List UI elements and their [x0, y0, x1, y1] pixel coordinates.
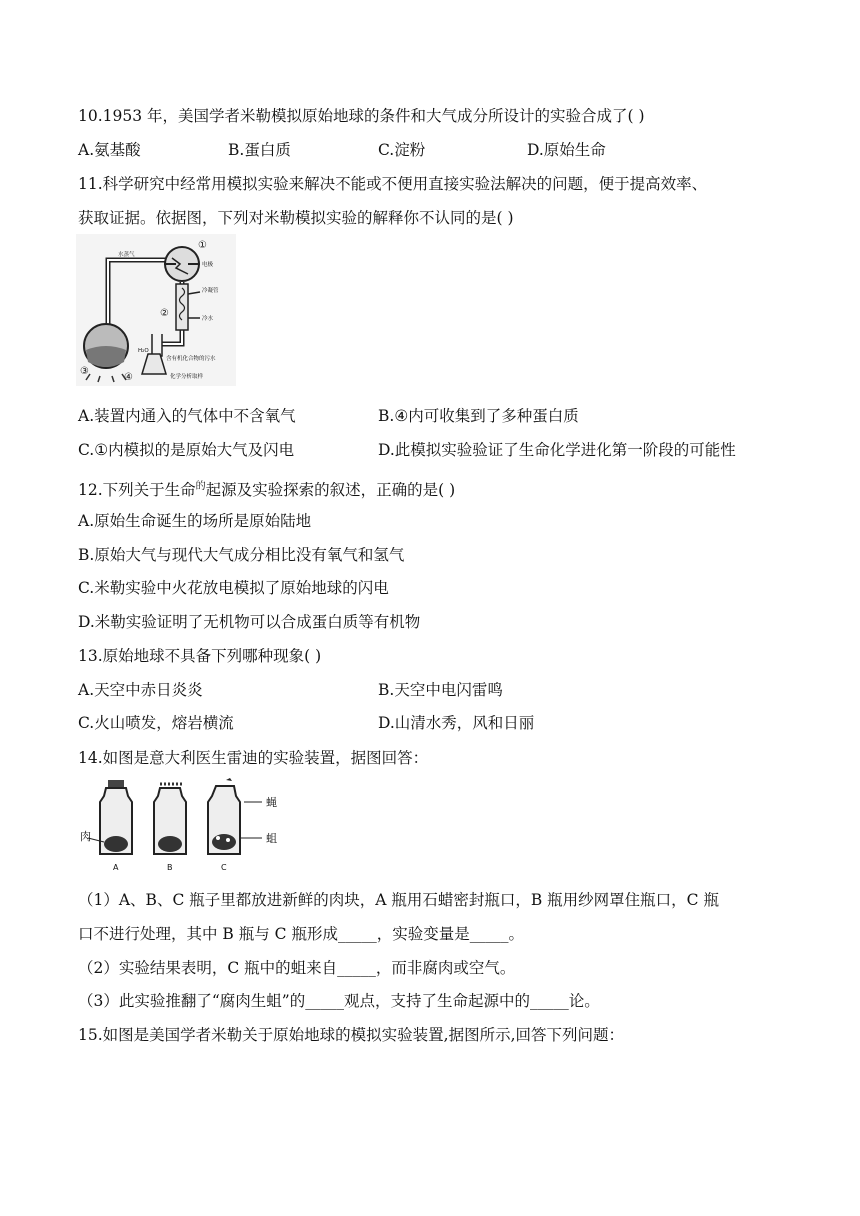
q11-option-a: A.装置内通入的气体中不含氧气: [78, 407, 296, 425]
fig-label-jar-a: A: [113, 863, 119, 872]
q14-part1-line2: 口不进行处理，其中 B 瓶与 C 瓶形成_____，实验变量是_____。: [78, 925, 524, 943]
q13-stem: 13.原始地球不具备下列哪种现象( ): [78, 647, 322, 665]
q12-option-d: D.米勒实验证明了无机物可以合成蛋白质等有机物: [78, 613, 421, 631]
q14-stem: 14.如图是意大利医生雷迪的实验装置，据图回答：: [78, 749, 429, 767]
fig-label-vapor: 水蒸气: [118, 252, 135, 258]
q10-option-d: D.原始生命: [527, 141, 606, 159]
q15-stem: 15.如图是美国学者米勒关于原始地球的模拟实验装置,据图所示,回答下列问题：: [78, 1026, 625, 1044]
fig-label-water: H₂O: [138, 348, 149, 354]
q13-option-b: B.天空中电闪雷鸣: [378, 681, 503, 699]
q12-stem-superscript: 的: [195, 481, 206, 492]
q11-stem-line2: 获取证据。依据图，下列对米勒模拟实验的解释你不认同的是( ): [78, 209, 514, 227]
q12-stem-part-b: 起源及实验探索的叙述，正确的是( ): [205, 481, 456, 499]
fig-label-jar-b: B: [167, 863, 173, 872]
q14-part2: （2）实验结果表明，C 瓶中的蛆来自_____，而非腐肉或空气。: [78, 959, 516, 977]
q12-option-b: B.原始大气与现代大气成分相比没有氧气和氢气: [78, 546, 405, 564]
fig-label-4: ④: [124, 372, 133, 383]
fig-label-pool: 含有机化合物的污水: [166, 356, 216, 362]
fig-label-maggot: 蛆: [266, 832, 277, 845]
q11-option-d: D.此模拟实验验证了生命化学进化第一阶段的可能性: [378, 441, 736, 459]
q12-stem-part-a: 12.下列关于生命: [78, 481, 196, 499]
fig-label-2: ②: [160, 308, 169, 319]
q10-option-b: B.蛋白质: [228, 141, 291, 159]
q11-option-c: C.①内模拟的是原始大气及闪电: [78, 441, 295, 459]
redi-experiment-figure: [80, 776, 286, 876]
q13-option-a: A.天空中赤日炎炎: [78, 681, 203, 699]
miller-apparatus-figure: [76, 234, 236, 386]
q12-option-c: C.米勒实验中火花放电模拟了原始地球的闪电: [78, 579, 389, 597]
q13-option-d: D.山清水秀，风和日丽: [378, 714, 535, 732]
q11-option-b: B.④内可收集到了多种蛋白质: [378, 407, 579, 425]
fig-label-fly: 蝇: [266, 796, 277, 809]
q14-part1-line1: （1）A、B、C 瓶子里都放进新鲜的肉块，A 瓶用石蜡密封瓶口，B 瓶用纱网罩住瓶口，C 瓶: [78, 891, 719, 909]
fig-label-3: ③: [80, 366, 89, 377]
fig-label-cold-water: 冷水: [202, 316, 214, 322]
q14-part3: （3）此实验推翻了“腐肉生蛆”的_____观点，支持了生命起源中的_____论。: [78, 992, 600, 1010]
q10-option-c: C.淀粉: [378, 141, 426, 159]
fig-label-condenser: 冷凝管: [202, 288, 219, 294]
q11-stem-line1: 11.科学研究中经常用模拟实验来解决不能或不便用直接实验法解决的问题，便于提高效率、: [78, 175, 708, 193]
q10-stem: 10.1953 年，美国学者米勒模拟原始地球的条件和大气成分所设计的实验合成了( ): [78, 107, 645, 125]
fig-label-analysis: 化学分析取样: [170, 374, 204, 380]
fig-label-1: ①: [198, 240, 207, 251]
q12-stem: [78, 477, 455, 500]
q13-option-c: C.火山喷发，熔岩横流: [78, 714, 234, 732]
fig-label-electrode: 电极: [202, 262, 214, 268]
q10-option-a: A.氨基酸: [78, 141, 141, 159]
fig-label-jar-c: C: [221, 863, 227, 872]
q12-option-a: A.原始生命诞生的场所是原始陆地: [78, 512, 312, 530]
fig-label-meat: 肉: [80, 830, 91, 843]
